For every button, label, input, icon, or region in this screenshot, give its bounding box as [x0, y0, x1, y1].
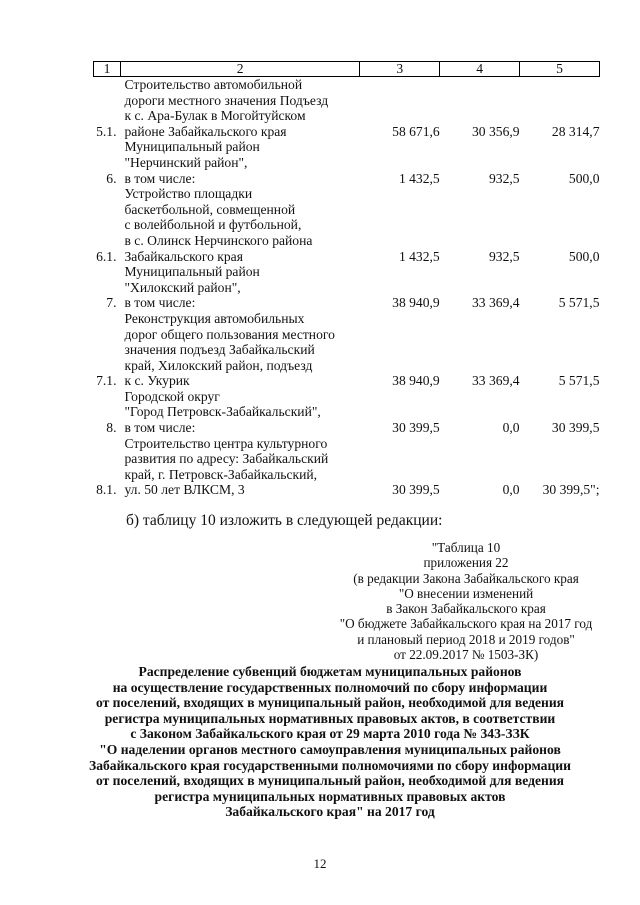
caption-line: и плановый период 2018 и 2019 годов"	[357, 631, 575, 647]
amendment-instruction: б) таблицу 10 изложить в следующей редакции:	[126, 512, 443, 529]
row-number: 5.1.	[96, 123, 117, 139]
column-header: 1	[94, 62, 121, 77]
row-value-col5: 500,0	[568, 170, 600, 186]
row-value-col5: 500,0	[568, 248, 600, 264]
column-header: 2	[120, 62, 359, 77]
row-number: 8.	[106, 420, 117, 436]
table-row	[94, 139, 600, 186]
table-row	[94, 389, 600, 436]
row-value-col4: 0,0	[502, 482, 520, 498]
row-value-total: 58 671,6	[392, 123, 440, 139]
table-row	[94, 77, 600, 140]
heading-line: от поселений, входящих в муниципальный район, необходимой для ведения	[95, 695, 565, 711]
row-value-col5: 5 571,5	[558, 373, 600, 389]
row-value-col4: 0,0	[502, 420, 520, 436]
table-row	[94, 436, 600, 498]
table-row	[94, 311, 600, 389]
row-value-col5: 30 399,5";	[542, 482, 600, 498]
row-description: Строительство автомобильной дороги местного значения Подъезд к с. Ара-Булак в Могойтуйском районе Забайкальского края	[124, 77, 329, 139]
row-value-total: 1 432,5	[398, 248, 440, 264]
heading-line: от поселений, входящих в муниципальный район, необходимой для ведения	[95, 773, 565, 789]
table-row	[94, 186, 600, 264]
row-description: Муниципальный район "Нерчинский район", в том числе:	[124, 139, 260, 186]
heading-line: Распределение субвенций бюджетам муниципальных районов	[138, 664, 522, 679]
row-description: Муниципальный район "Хилокский район", в том числе:	[124, 264, 260, 311]
column-header: 3	[360, 62, 440, 77]
table-caption	[320, 540, 612, 662]
section-heading	[60, 664, 600, 820]
row-value-col4: 932,5	[488, 248, 520, 264]
row-value-col4: 932,5	[488, 170, 520, 186]
row-value-col4: 33 369,4	[471, 373, 520, 389]
heading-line: Забайкальского края" на 2017 год	[225, 804, 435, 820]
caption-line: (в редакции Закона Забайкальского края	[353, 570, 579, 586]
caption-line: приложения 22	[423, 555, 509, 571]
row-number: 7.	[106, 295, 117, 311]
page-number: 12	[313, 856, 327, 871]
budget-table	[93, 61, 600, 498]
row-value-col5: 5 571,5	[558, 295, 600, 311]
heading-line: с Законом Забайкальского края от 29 марта 2010 года № 343-ЗЗК	[130, 726, 530, 742]
column-header: 5	[520, 62, 600, 77]
row-value-total: 38 940,9	[392, 295, 440, 311]
heading-line: Забайкальского края государственными полномочиями по сбору информации	[89, 757, 571, 773]
row-number: 7.1.	[96, 373, 117, 389]
row-value-col4: 30 356,9	[471, 123, 520, 139]
row-value-total: 38 940,9	[392, 373, 440, 389]
row-description: Реконструкция автомобильных дорог общего пользования местного значения подъезд Забайкальский край, Хилокский район, подъезд к с. Укурик	[124, 310, 335, 389]
row-value-col5: 30 399,5	[551, 420, 600, 436]
row-value-total: 30 399,5	[392, 482, 440, 498]
heading-line: регистра муниципальных нормативных правовых актов, в соответствии	[104, 710, 556, 726]
row-description: Устройство площадки баскетбольной, совмещенной с волейбольной и футбольной, в с. Олинск Нерчинского района Забайкальского края	[124, 186, 313, 264]
caption-line: "Таблица 10	[431, 540, 501, 555]
row-description: Городской округ "Город Петровск-Забайкальский", в том числе:	[124, 388, 321, 436]
heading-line: регистра муниципальных нормативных правовых актов	[154, 788, 506, 804]
caption-line: от 22.09.2017 № 1503-ЗК)	[393, 647, 539, 663]
row-number: 8.1.	[96, 482, 117, 498]
column-header: 4	[440, 62, 520, 77]
caption-line: в Закон Забайкальского края	[386, 601, 546, 617]
table-header-row	[94, 62, 600, 77]
row-value-total: 1 432,5	[398, 170, 440, 186]
row-value-total: 30 399,5	[392, 420, 440, 436]
row-description: Строительство центра культурного развития по адресу: Забайкальский край, г. Петровск-Забайкальский, ул. 50 лет ВЛКСМ, 3	[124, 435, 329, 498]
row-number: 6.	[106, 170, 117, 186]
caption-line: "О бюджете Забайкальского края на 2017 год	[339, 616, 593, 632]
row-number: 6.1.	[96, 248, 117, 264]
heading-line: "О наделении органов местного самоуправления муниципальных районов	[99, 741, 561, 757]
table-row	[94, 264, 600, 311]
row-value-col4: 33 369,4	[471, 295, 520, 311]
heading-line: на осуществление государственных полномочий по сбору информации	[112, 679, 548, 695]
row-value-col5: 28 314,7	[551, 123, 600, 139]
caption-line: "О внесении изменений	[398, 585, 534, 601]
